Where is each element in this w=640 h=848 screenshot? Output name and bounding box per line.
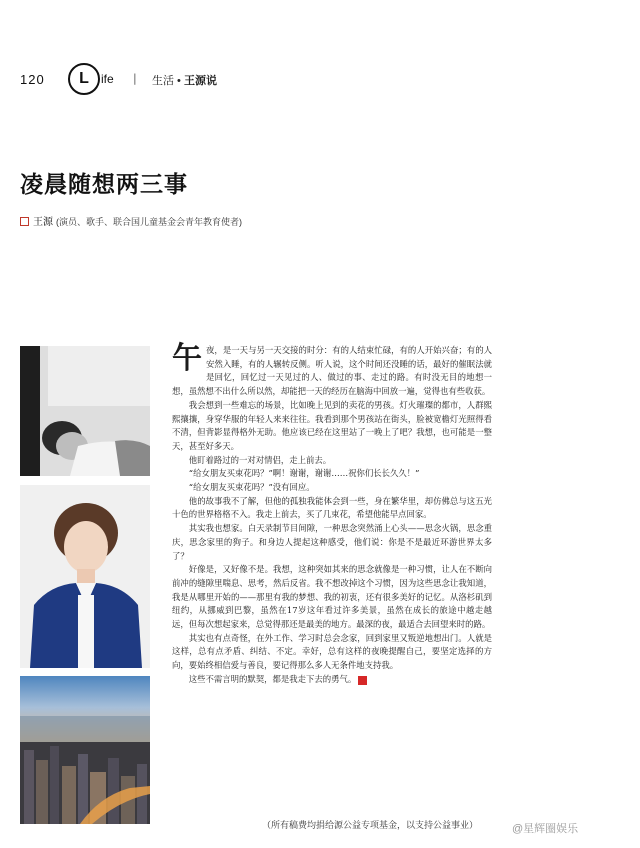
watermark: @星辉圈娱乐: [512, 823, 579, 835]
paragraph-3: 他盯着路过的一对对情侣，走上前去。: [188, 454, 332, 465]
header-divider: |: [133, 72, 137, 85]
city-skyline-illustration: [20, 676, 150, 824]
article-body: [172, 341, 492, 687]
end-mark-icon: G: [358, 676, 367, 685]
page-number: 120: [20, 72, 45, 87]
page-header: [0, 58, 640, 98]
paragraph-9: 其实也有点奇怪，在外工作、学习时总会念家，回到家里又叛逆地想出门。人就是这样，总有点矛盾、纠结、不定。幸好，总有这样的夜晚提醒自己，要坚定选择的方向，要始终相信爱与善良，要记得那么多人无条件地支持我。: [172, 632, 492, 671]
paragraph-8: 好像是，又好像不是。我想，这种突如其来的思念就像是一种习惯，让人在不断向前冲的缝隙里喘息、思考，然后反省。我不想改掉这个习惯，因为这些思念让我知道，我是从哪里开始的——那里有我的梦想、我的初衷，还有很多美好的记忆。从洛杉矶到纽约，从挪威到巴黎，虽然在17岁这年看过许多美景，虽然在成长的旅途中越走越远，但每次想起家来，总觉得那还是最美的地方。最深的夜，最适合去回望来时的路。: [172, 564, 492, 630]
portrait-smiling-photo: [20, 485, 150, 668]
paragraph-5: “给女朋友买束花吗？”没有回应。: [188, 482, 315, 493]
city-skyline-photo: [20, 676, 150, 824]
paragraph-10: [172, 673, 492, 687]
paragraph-6: 他的故事我不了解，但他的孤独我能体会到一些，身在繁华里，却仿佛总与这五光十色的世界格格不入。我走上前去，买了几束花，希望他能早点回家。: [172, 495, 492, 520]
section-name: 王源说: [183, 75, 217, 87]
author-description: (演员、歌手、联合国儿童基金会青年教育使者): [56, 217, 242, 227]
author-marker-icon: [20, 217, 29, 226]
portrait-lying-photo: [20, 346, 150, 476]
article-title: 凌晨随想两三事: [20, 171, 188, 198]
life-logo-text: ife: [101, 72, 114, 86]
section-label: [152, 72, 217, 88]
paragraph-1: [172, 341, 492, 399]
paragraph-text: 夜，是一天与另一天交接的时分：有的人结束忙碌，有的人开始兴奋；有的人安然入睡，有的人辗转反侧。听人说，这个时间还没睡的话，最好的催眠法就是回忆，回忆过一天见过的人、做过的事、走过的路。有时没无目的地想一想，虽然想不出什么所以然，却能把一天的经历在脑海中回放一遍，觉得也有些收获。: [172, 345, 492, 397]
author-name: 王源: [33, 217, 53, 228]
author-line: [20, 213, 242, 228]
closing-text: 这些不需言明的默契，都是我走下去的勇气。: [188, 673, 357, 684]
drop-cap: 午: [172, 341, 202, 376]
paragraph-7: 其实我也想家。白天录制节目间隙，一种思念突然涌上心头——思念火锅，思念重庆，思念家里的狗子。和身边人提起这种感受，他们说：你是不是最近环游世界太多了？: [172, 523, 492, 561]
portrait-lying-illustration: [20, 346, 150, 476]
footnote: （所有稿费均捐给源公益专项基金，以支持公益事业）: [262, 820, 479, 830]
life-logo-circle: L: [68, 63, 100, 95]
section-prefix: 生活 •: [152, 75, 184, 87]
portrait-smiling-illustration: [20, 485, 150, 668]
paragraph-2: 我会想到一些难忘的场景，比如晚上见到的卖花的男孩。灯火璀璨的都市，人群熙熙攘攘，身穿华服的年轻人来来往往。我看到那个男孩站在街头，脸被宽檐灯光照得看不清，但背影显得格外无助。他应该已经在这里站了一晚上了吧？我想，也可能是一整天，甚至好多天。: [172, 399, 492, 451]
paragraph-4: “给女朋友买束花吗？”啊！谢谢，谢谢……祝你们长长久久！”: [188, 468, 420, 479]
